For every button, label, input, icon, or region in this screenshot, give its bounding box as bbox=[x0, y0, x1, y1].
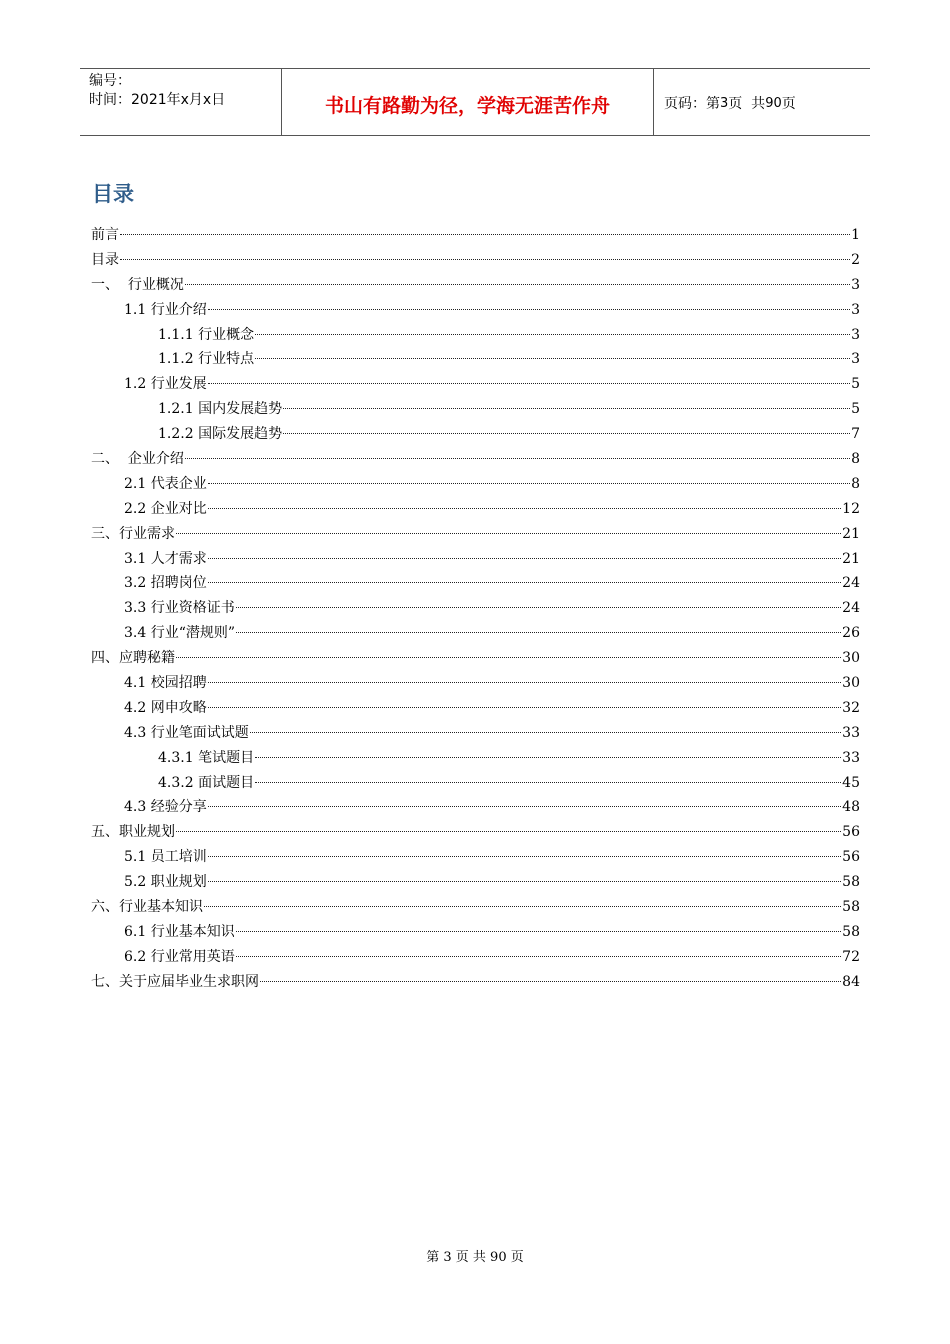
toc-entry-label: 五、职业规划 bbox=[91, 824, 175, 841]
toc-entry-label: 4.1 校园招聘 bbox=[124, 675, 207, 692]
toc-dot-leader bbox=[208, 707, 841, 708]
toc-entry[interactable] bbox=[91, 497, 860, 522]
toc-dot-leader bbox=[208, 508, 841, 509]
toc-dot-leader bbox=[120, 259, 850, 260]
toc-entry-page: 5 bbox=[851, 376, 860, 393]
toc-entry[interactable] bbox=[91, 323, 860, 348]
toc-entry-label: 2.2 企业对比 bbox=[124, 500, 207, 517]
toc-entry[interactable] bbox=[91, 397, 860, 422]
toc-entry-page: 58 bbox=[842, 899, 860, 916]
toc-entry-label: 七、关于应届毕业生求职网 bbox=[91, 973, 259, 990]
toc-entry-page: 30 bbox=[842, 675, 860, 692]
toc-dot-leader bbox=[255, 334, 850, 335]
toc-dot-leader bbox=[283, 408, 850, 409]
toc-entry[interactable] bbox=[91, 522, 860, 547]
toc-entry-page: 32 bbox=[842, 699, 860, 716]
toc-entry-page: 3 bbox=[851, 276, 860, 293]
toc-entry-label: 六、行业基本知识 bbox=[91, 899, 203, 916]
toc-entry-page: 56 bbox=[842, 849, 860, 866]
toc-entry-page: 33 bbox=[842, 724, 860, 741]
toc-entry-page: 3 bbox=[851, 351, 860, 368]
toc-entry-page: 72 bbox=[842, 948, 860, 965]
toc-entry[interactable] bbox=[91, 945, 860, 970]
toc-dot-leader bbox=[208, 582, 841, 583]
toc-entry-page: 1 bbox=[851, 227, 860, 243]
toc-entry-label: 3.1 人才需求 bbox=[124, 550, 207, 567]
toc-entry[interactable] bbox=[91, 472, 860, 497]
toc-entry-label: 3.2 招聘岗位 bbox=[124, 575, 207, 592]
toc-entry[interactable] bbox=[91, 671, 860, 696]
toc-entry[interactable] bbox=[91, 845, 860, 870]
toc-entry[interactable] bbox=[91, 422, 860, 447]
toc-entry-page: 84 bbox=[842, 973, 860, 990]
toc-entry-label: 3.3 行业资格证书 bbox=[124, 600, 235, 617]
toc-entry-page: 21 bbox=[842, 550, 860, 567]
toc-entry-page: 26 bbox=[842, 625, 860, 642]
toc-entry-page: 24 bbox=[842, 575, 860, 592]
page-mid: 页 共 bbox=[728, 96, 766, 112]
toc-entry-page: 8 bbox=[851, 451, 860, 468]
toc-dot-leader bbox=[185, 458, 850, 459]
toc-dot-leader bbox=[255, 757, 841, 758]
toc-entry-label: 二、 企业介绍 bbox=[91, 451, 184, 468]
toc-entry[interactable] bbox=[91, 372, 860, 397]
toc-entry-label: 4.3 经验分享 bbox=[124, 799, 207, 816]
page-suffix: 页 bbox=[781, 96, 796, 112]
toc-dot-leader bbox=[176, 533, 841, 534]
toc-entry[interactable] bbox=[91, 970, 860, 995]
page-header bbox=[80, 68, 870, 136]
toc-dot-leader bbox=[255, 358, 850, 359]
toc-entry-label: 前言 bbox=[91, 227, 119, 243]
toc-entry-page: 8 bbox=[851, 475, 860, 492]
toc-entry-label: 1.1.2 行业特点 bbox=[158, 351, 255, 368]
toc-entry-page: 30 bbox=[842, 650, 860, 667]
toc-entry[interactable] bbox=[91, 895, 860, 920]
document-number-label: 编号： bbox=[89, 73, 131, 89]
toc-entry[interactable] bbox=[91, 347, 860, 372]
toc-entry[interactable] bbox=[91, 746, 860, 771]
toc-entry[interactable] bbox=[91, 795, 860, 820]
page-prefix: 页码：第 bbox=[664, 96, 720, 112]
toc-entry-label: 5.1 员工培训 bbox=[124, 849, 207, 866]
toc-entry-page: 48 bbox=[842, 799, 860, 816]
page-current: 3 bbox=[720, 95, 729, 111]
toc-entry-label: 1.2.2 国际发展趋势 bbox=[158, 426, 283, 443]
toc-dot-leader bbox=[236, 931, 841, 932]
toc-entry-page: 3 bbox=[851, 326, 860, 343]
toc-dot-leader bbox=[185, 284, 850, 285]
toc-entry-label: 4.3.1 笔试题目 bbox=[158, 749, 255, 766]
toc-entry-label: 一、 行业概况 bbox=[91, 276, 184, 293]
toc-entry[interactable] bbox=[91, 223, 860, 248]
toc-title: 目录 bbox=[92, 182, 134, 206]
toc-entry[interactable] bbox=[91, 870, 860, 895]
header-motto: 书山有路勤为径，学海无涯苦作舟 bbox=[282, 69, 654, 135]
toc-entry-label: 1.2 行业发展 bbox=[124, 376, 207, 393]
toc-entry-label: 4.3 行业笔面试试题 bbox=[124, 724, 249, 741]
toc-entry[interactable] bbox=[91, 248, 860, 273]
page-total: 90 bbox=[765, 95, 782, 111]
toc-entry-page: 58 bbox=[842, 874, 860, 891]
header-page-info bbox=[654, 69, 870, 135]
toc-dot-leader bbox=[208, 558, 841, 559]
toc-entry-label: 1.1 行业介绍 bbox=[124, 301, 207, 318]
toc-entry[interactable] bbox=[91, 273, 860, 298]
toc-dot-leader bbox=[260, 981, 841, 982]
toc-entry[interactable] bbox=[91, 621, 860, 646]
toc-dot-leader bbox=[236, 956, 841, 957]
toc-entry[interactable] bbox=[91, 771, 860, 796]
header-meta bbox=[80, 69, 282, 135]
toc-entry-page: 58 bbox=[842, 923, 860, 940]
toc-entry-label: 3.4 行业“潜规则” bbox=[124, 625, 236, 642]
toc-dot-leader bbox=[204, 906, 841, 907]
toc-entry-label: 目录 bbox=[91, 251, 119, 268]
toc-dot-leader bbox=[120, 234, 850, 235]
toc-entry-page: 45 bbox=[842, 774, 860, 791]
toc-entry-page: 24 bbox=[842, 600, 860, 617]
toc-dot-leader bbox=[208, 881, 841, 882]
toc-entry-page: 33 bbox=[842, 749, 860, 766]
toc-dot-leader bbox=[236, 632, 841, 633]
toc-entry-label: 1.2.1 国内发展趋势 bbox=[158, 401, 283, 418]
document-date: 时间：2021年x月x日 bbox=[89, 92, 226, 108]
toc-entry-label: 三、行业需求 bbox=[91, 525, 175, 542]
toc-entry[interactable] bbox=[91, 721, 860, 746]
toc-entry-page: 5 bbox=[851, 401, 860, 418]
toc-entry-label: 1.1.1 行业概念 bbox=[158, 326, 255, 343]
toc-entry-label: 5.2 职业规划 bbox=[124, 874, 207, 891]
toc-entry-page: 7 bbox=[851, 426, 860, 443]
toc-entry-label: 6.1 行业基本知识 bbox=[124, 923, 235, 940]
table-of-contents bbox=[91, 223, 860, 995]
toc-entry[interactable] bbox=[91, 571, 860, 596]
toc-entry[interactable] bbox=[91, 298, 860, 323]
toc-dot-leader bbox=[208, 856, 841, 857]
toc-entry-page: 2 bbox=[851, 251, 860, 268]
toc-dot-leader bbox=[208, 383, 850, 384]
toc-dot-leader bbox=[208, 483, 850, 484]
toc-entry-label: 四、应聘秘籍 bbox=[91, 650, 175, 667]
toc-dot-leader bbox=[208, 682, 841, 683]
toc-dot-leader bbox=[176, 831, 841, 832]
toc-dot-leader bbox=[283, 433, 850, 434]
toc-dot-leader bbox=[208, 806, 841, 807]
toc-entry-label: 4.3.2 面试题目 bbox=[158, 774, 255, 791]
toc-entry-page: 21 bbox=[842, 525, 860, 542]
toc-entry-label: 4.2 网申攻略 bbox=[124, 699, 207, 716]
toc-entry[interactable] bbox=[91, 447, 860, 472]
toc-dot-leader bbox=[208, 309, 850, 310]
toc-entry[interactable] bbox=[91, 646, 860, 671]
toc-dot-leader bbox=[176, 657, 841, 658]
toc-dot-leader bbox=[236, 607, 841, 608]
toc-entry[interactable] bbox=[91, 820, 860, 845]
toc-entry-label: 6.2 行业常用英语 bbox=[124, 948, 235, 965]
toc-dot-leader bbox=[255, 782, 841, 783]
toc-entry-label: 2.1 代表企业 bbox=[124, 475, 207, 492]
toc-entry-page: 12 bbox=[842, 500, 860, 517]
page-footer: 第 3 页 共 90 页 bbox=[426, 1250, 524, 1265]
toc-dot-leader bbox=[250, 732, 841, 733]
toc-entry-page: 3 bbox=[851, 301, 860, 318]
toc-entry[interactable] bbox=[91, 920, 860, 945]
toc-entry[interactable] bbox=[91, 547, 860, 572]
toc-entry-page: 56 bbox=[842, 824, 860, 841]
toc-entry[interactable] bbox=[91, 596, 860, 621]
toc-entry[interactable] bbox=[91, 696, 860, 721]
